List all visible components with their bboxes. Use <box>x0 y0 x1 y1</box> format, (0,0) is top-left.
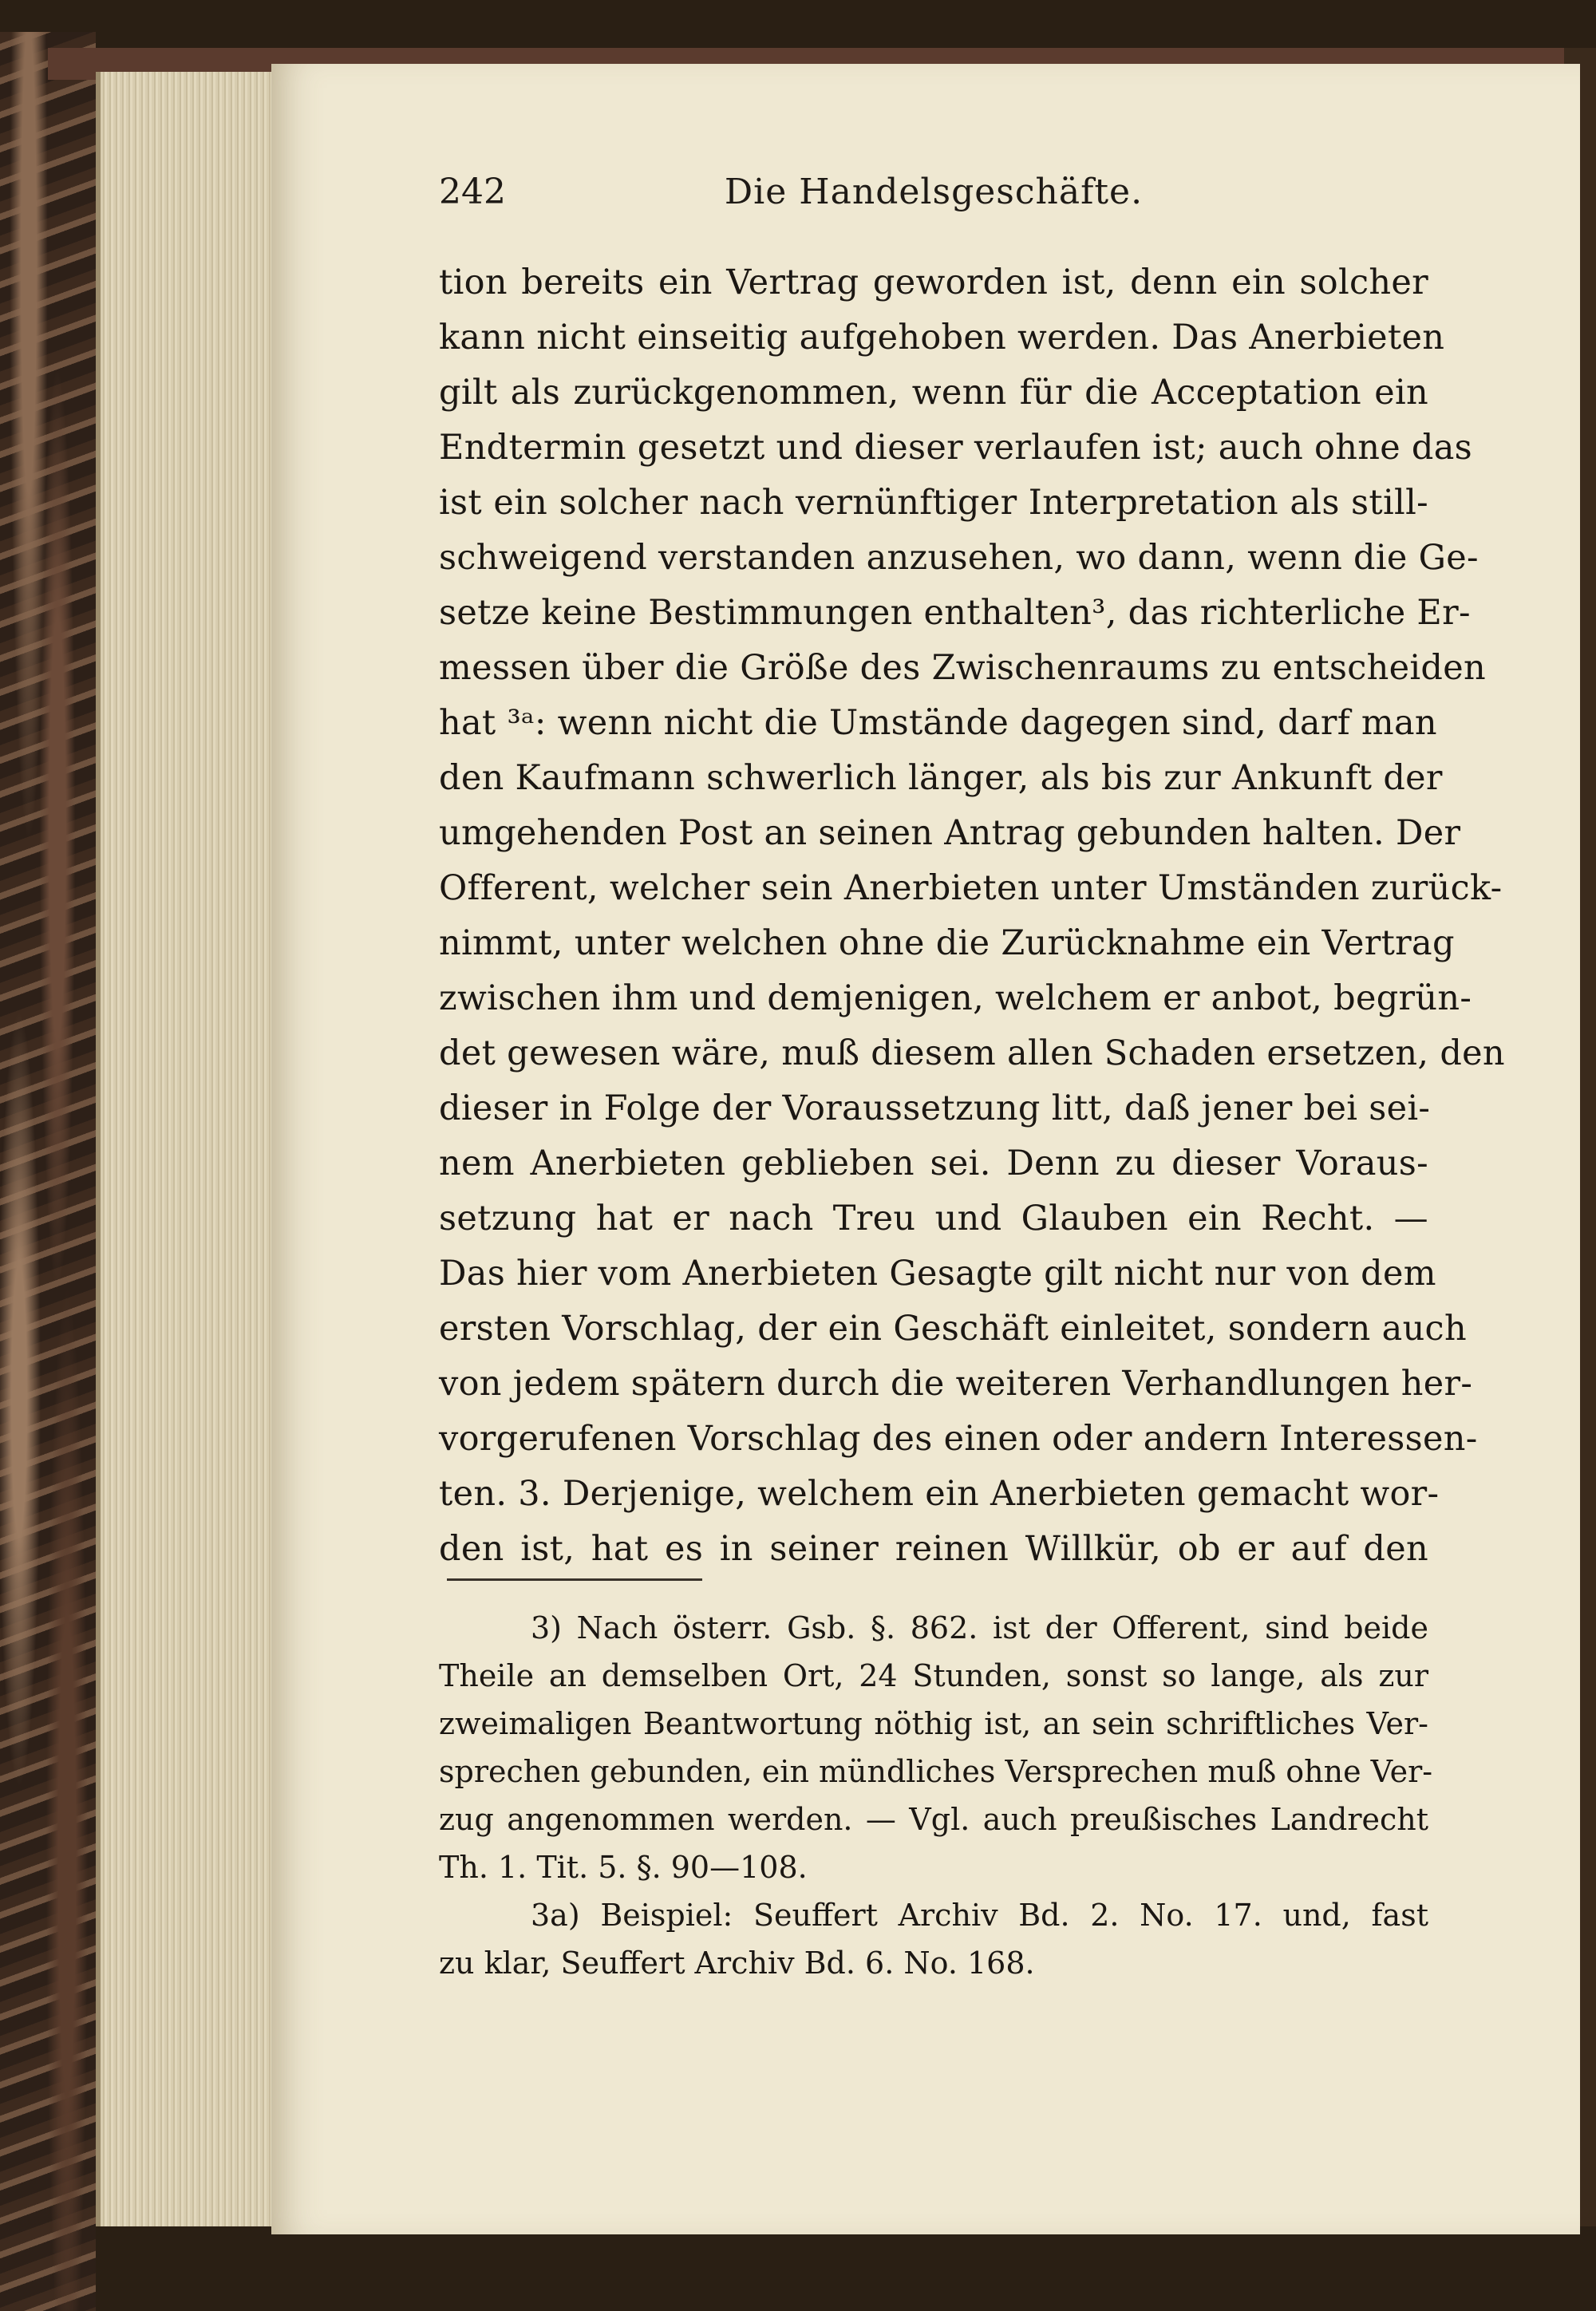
text-line: det gewesen wäre, muß diesem allen Schaden ersetzen, den <box>439 1033 1505 1073</box>
main-text <box>439 255 1505 1577</box>
text-line: Endtermin gesetzt und dieser verlaufen ist; auch ohne das <box>439 428 1473 468</box>
text-line: ersten Vorschlag, der ein Geschäft einleitet, sondern auch <box>439 1309 1467 1349</box>
footnote-line: zug angenommen werden. — Vgl. auch preußisches Landrecht <box>439 1802 1428 1837</box>
footnote-line: zweimaligen Beantwortung nöthig ist, an sein schriftliches Ver- <box>439 1706 1428 1741</box>
text-line: setzung hat er nach Treu und Glauben ein Recht. — <box>439 1199 1428 1238</box>
text-line: kann nicht einseitig aufgehoben werden. Das Anerbieten <box>439 318 1445 358</box>
footnote-rule <box>447 1578 702 1581</box>
page-edges <box>96 72 284 2226</box>
text-line: nem Anerbieten geblieben sei. Denn zu dieser Voraus- <box>439 1144 1428 1183</box>
text-line: Das hier vom Anerbieten Gesagte gilt nicht nur von dem <box>439 1254 1436 1294</box>
text-line: ist ein solcher nach vernünftiger Interpretation als still- <box>439 483 1428 523</box>
footnote-line: zu klar, Seuffert Archiv Bd. 6. No. 168. <box>439 1946 1035 1981</box>
running-title: Die Handelsgeschäfte. <box>724 172 1144 212</box>
text-line: Offerent, welcher sein Anerbieten unter Umständen zurück- <box>439 868 1503 908</box>
text-line: umgehenden Post an seinen Antrag gebunden halten. Der <box>439 813 1461 853</box>
text-line: schweigend verstanden anzusehen, wo dann, wenn die Ge- <box>439 538 1479 578</box>
bottom-shadow <box>96 2226 1596 2311</box>
footnote-line: 3a) Beispiel: Seuffert Archiv Bd. 2. No. 17. und, fast <box>531 1898 1428 1933</box>
text-line: zwischen ihm und demjenigen, welchem er anbot, begrün- <box>439 978 1472 1018</box>
text-line: ten. 3. Derjenige, welchem ein Anerbieten gemacht wor- <box>439 1474 1440 1514</box>
text-line: dieser in Folge der Voraussetzung litt, daß jener bei sei- <box>439 1088 1431 1128</box>
text-line: hat ³ᵃ: wenn nicht die Umstände dagegen sind, darf man <box>439 703 1437 743</box>
footnotes <box>439 1604 1433 1987</box>
page-header <box>439 172 1428 219</box>
text-line: setze keine Bestimmungen enthalten³, das richterliche Er- <box>439 593 1471 633</box>
footnote-line: sprechen gebunden, ein mündliches Versprechen muß ohne Ver- <box>439 1754 1433 1789</box>
text-line: den Kaufmann schwerlich länger, als bis zur Ankunft der <box>439 758 1443 798</box>
footnote-line: 3) Nach österr. Gsb. §. 862. ist der Offerent, sind beide <box>531 1610 1428 1645</box>
text-line: den ist, hat es in seiner reinen Willkür, ob er auf den <box>439 1529 1428 1569</box>
text-line: tion bereits ein Vertrag geworden ist, denn ein solcher <box>439 263 1428 302</box>
text-line: messen über die Größe des Zwischenraums zu entscheiden <box>439 648 1486 688</box>
text-line: nimmt, unter welchen ohne die Zurücknahme ein Vertrag <box>439 923 1455 963</box>
text-line: vorgerufenen Vorschlag des einen oder andern Interessen- <box>439 1419 1478 1459</box>
text-line: von jedem spätern durch die weiteren Verhandlungen her- <box>439 1364 1473 1404</box>
page-number: 242 <box>439 172 506 212</box>
text-line: gilt als zurückgenommen, wenn für die Acceptation ein <box>439 373 1428 413</box>
marbled-cover <box>0 32 96 2311</box>
footnote-line: Theile an demselben Ort, 24 Stunden, sonst so lange, als zur <box>439 1658 1428 1693</box>
footnote-line: Th. 1. Tit. 5. §. 90—108. <box>439 1850 808 1885</box>
